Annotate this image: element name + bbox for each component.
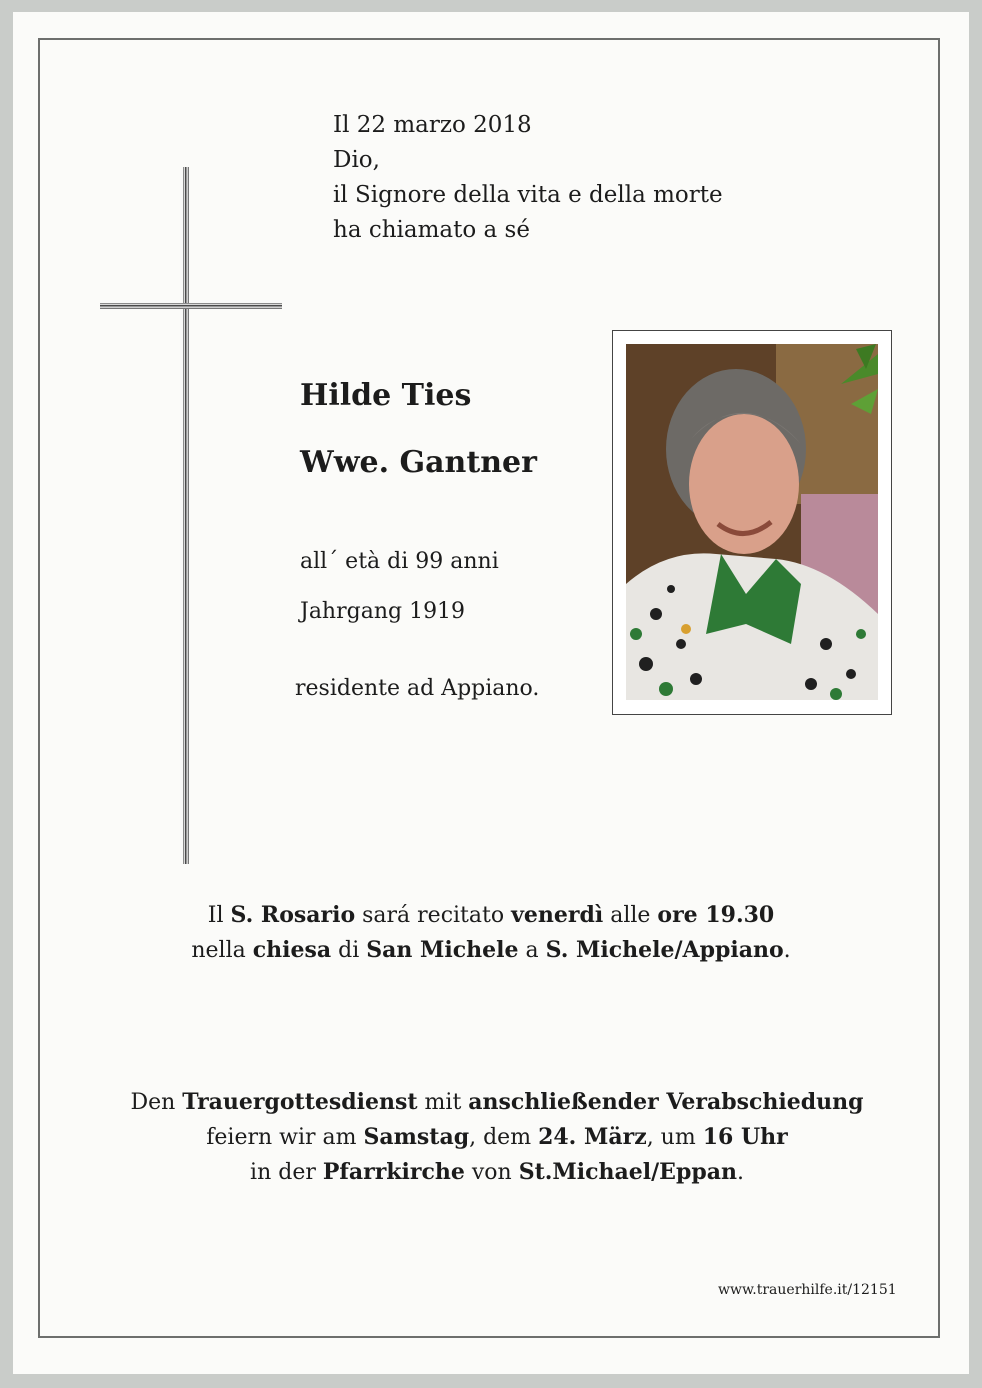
text-run: in der bbox=[250, 1160, 323, 1185]
rosary-church: San Michele bbox=[366, 937, 519, 963]
text-run: di bbox=[331, 938, 367, 963]
intro-date: Il 22 marzo 2018 bbox=[333, 112, 532, 138]
text-run: nella bbox=[191, 938, 253, 963]
text-run: sará recitato bbox=[355, 903, 512, 928]
text-run: Il bbox=[207, 903, 231, 928]
portrait-photo bbox=[626, 344, 878, 700]
deceased-age: all´ età di 99 anni bbox=[300, 549, 499, 574]
rosary-day: venerdì bbox=[511, 902, 604, 928]
text-run: mit bbox=[417, 1090, 469, 1115]
text-run: von bbox=[464, 1160, 519, 1185]
birth-year: Jahrgang 1919 bbox=[300, 599, 466, 624]
intro-line: Dio, bbox=[333, 147, 380, 173]
cross-icon-bar bbox=[100, 303, 282, 309]
residence: residente ad Appiano. bbox=[295, 676, 540, 701]
funeral-day: Samstag bbox=[363, 1124, 470, 1150]
funeral-service: Trauergottesdienst bbox=[182, 1089, 418, 1115]
intro-line: ha chiamato a sé bbox=[333, 217, 530, 243]
text-run: alle bbox=[603, 903, 658, 928]
text-run: , dem bbox=[469, 1125, 539, 1150]
rosary-announcement bbox=[0, 898, 982, 968]
website-link[interactable]: www.trauerhilfe.it/12151 bbox=[718, 1282, 897, 1298]
cross-icon bbox=[183, 167, 189, 864]
text-run: a bbox=[518, 938, 546, 963]
text-run: feiern wir am bbox=[206, 1125, 364, 1150]
text-run-bold: chiesa bbox=[252, 937, 332, 963]
rosary-place: S. Michele/Appiano bbox=[545, 937, 784, 963]
rosary-label: S. Rosario bbox=[230, 902, 356, 928]
text-run: . bbox=[783, 938, 791, 963]
deceased-married-name: Wwe. Gantner bbox=[300, 445, 537, 480]
funeral-church: Pfarrkirche bbox=[322, 1159, 465, 1185]
text-run: , um bbox=[646, 1125, 703, 1150]
text-run: . bbox=[736, 1160, 744, 1185]
deceased-name: Hilde Ties bbox=[300, 378, 472, 413]
funeral-time: 16 Uhr bbox=[702, 1124, 788, 1150]
funeral-date: 24. März bbox=[538, 1124, 647, 1150]
funeral-place: St.Michael/Eppan bbox=[518, 1159, 737, 1185]
farewell: anschließender Verabschiedung bbox=[468, 1089, 864, 1115]
rosary-time: ore 19.30 bbox=[657, 902, 775, 928]
funeral-announcement bbox=[0, 1085, 982, 1190]
intro-line: il Signore della vita e della morte bbox=[333, 182, 723, 208]
text-run: Den bbox=[130, 1090, 183, 1115]
intro-text bbox=[333, 108, 723, 248]
